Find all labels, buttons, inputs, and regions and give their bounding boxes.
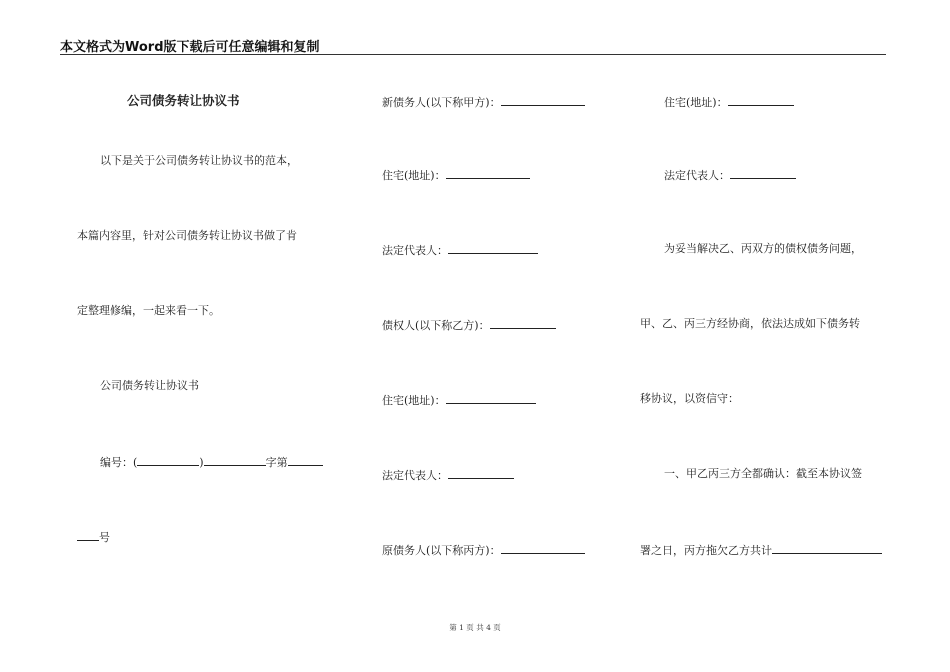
original-debtor-address-line <box>664 94 794 110</box>
number-blank-1[interactable] <box>137 454 199 466</box>
number-blank-2[interactable] <box>204 454 266 466</box>
intro-line-1: 以下是关于公司债务转让协议书的范本， <box>100 154 298 167</box>
agreement-number-end <box>77 529 110 545</box>
creditor-address-blank[interactable] <box>446 392 536 404</box>
number-label: 编号： <box>100 456 133 469</box>
new-debtor-blank[interactable] <box>501 94 585 106</box>
creditor-label: 债权人(以下称乙方)： <box>382 319 490 332</box>
purpose-line-3: 移协议，以资信守： <box>640 392 739 405</box>
original-debtor-label: 原债务人(以下称丙方)： <box>382 544 501 557</box>
number-blank-3[interactable] <box>288 454 323 466</box>
creditor-rep-label: 法定代表人： <box>382 469 448 482</box>
new-debtor-address-label: 住宅(地址)： <box>382 169 446 182</box>
creditor-line <box>382 317 556 333</box>
creditor-rep-line <box>382 467 514 483</box>
intro-line-2: 本篇内容里，针对公司债务转让协议书做了肯 <box>77 229 297 242</box>
new-debtor-address-line <box>382 167 530 183</box>
clause-1-line-1: 一、甲乙丙三方全都确认：截至本协议签 <box>664 467 862 480</box>
purpose-line-1: 为妥当解决乙、丙双方的债权债务问题， <box>664 242 862 255</box>
creditor-address-label: 住宅(地址)： <box>382 394 446 407</box>
document-title: 公司债务转让协议书 <box>127 93 240 108</box>
original-debtor-address-label: 住宅(地址)： <box>664 96 728 109</box>
creditor-rep-blank[interactable] <box>448 467 514 479</box>
agreement-number-line: 编号：( ) 字第 <box>100 454 323 470</box>
number-blank-4[interactable] <box>77 529 99 541</box>
new-debtor-address-blank[interactable] <box>446 167 530 179</box>
new-debtor-rep-line <box>382 242 538 258</box>
debt-amount-blank[interactable] <box>772 542 882 554</box>
document-header: 本文格式为Word版下载后可任意编辑和复制 <box>60 40 320 55</box>
creditor-blank[interactable] <box>490 317 556 329</box>
clause-1-line-2 <box>640 542 882 558</box>
number-end-label: 号 <box>99 531 110 544</box>
original-debtor-rep-blank[interactable] <box>730 167 796 179</box>
page-number: 第 1 页 共 4 页 <box>449 623 501 632</box>
new-debtor-line <box>382 94 585 110</box>
new-debtor-label: 新债务人(以下称甲方)： <box>382 96 501 109</box>
original-debtor-address-blank[interactable] <box>728 94 794 106</box>
clause-1-label: 署之日，丙方拖欠乙方共计 <box>640 544 772 557</box>
creditor-address-line <box>382 392 536 408</box>
header-divider <box>60 54 886 55</box>
original-debtor-line <box>382 542 585 558</box>
intro-line-3: 定整理修编，一起来看一下。 <box>77 304 220 317</box>
original-debtor-rep-line <box>664 167 796 183</box>
original-debtor-blank[interactable] <box>501 542 585 554</box>
new-debtor-rep-blank[interactable] <box>448 242 538 254</box>
new-debtor-rep-label: 法定代表人： <box>382 244 448 257</box>
number-mid-label: 字第 <box>265 456 288 469</box>
purpose-line-2: 甲、乙、丙三方经协商，依法达成如下债务转 <box>640 317 860 330</box>
original-debtor-rep-label: 法定代表人： <box>664 169 730 182</box>
agreement-subtitle: 公司债务转让协议书 <box>100 379 199 392</box>
